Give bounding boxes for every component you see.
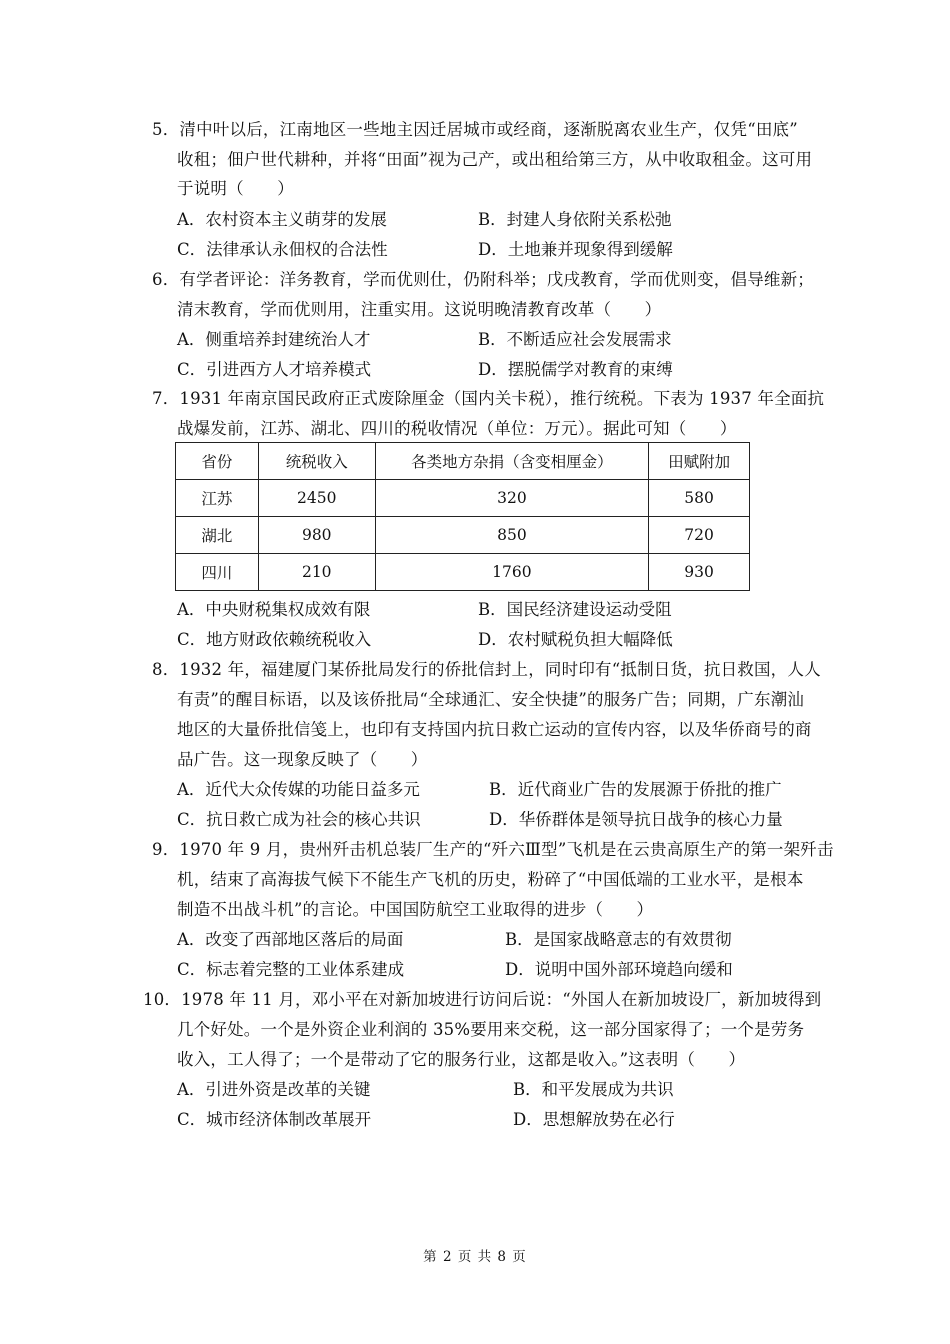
tax-table-cell: 湖北: [176, 517, 259, 554]
question-7-option-a[interactable]: A．中央财税集权成效有限: [177, 600, 371, 619]
tax-table-cell: 720: [649, 517, 750, 554]
question-5-option-d[interactable]: D．土地兼并现象得到缓解: [478, 240, 673, 259]
tax-table-row: [176, 517, 750, 554]
question-10-option-b[interactable]: B．和平发展成为共识: [513, 1080, 674, 1099]
question-6-line-1: 6．有学者评论：洋务教育，学而优则仕，仍附科举；戊戌教育，学而优则变，倡导维新；: [152, 270, 814, 289]
tax-table-cell: 850: [375, 517, 648, 554]
tax-table-cell: 2450: [258, 480, 375, 517]
question-8-option-b[interactable]: B．近代商业广告的发展源于侨批的推广: [489, 780, 782, 799]
question-9-line-3: 制造不出战斗机”的言论。中国国防航空工业取得的进步（ ）: [177, 900, 654, 919]
tax-table-row: [176, 554, 750, 591]
question-9-option-d[interactable]: D．说明中国外部环境趋向缓和: [505, 960, 733, 979]
question-5-line-2: 收租；佃户世代耕种，并将“田面”视为己产，或出租给第三方，从中收取租金。这可用: [177, 150, 813, 169]
question-6-option-c[interactable]: C．引进西方人才培养模式: [177, 360, 372, 379]
tax-table-cell: 980: [258, 517, 375, 554]
tax-table-header-row: [176, 443, 750, 480]
question-5-option-c[interactable]: C．法律承认永佃权的合法性: [177, 240, 388, 259]
question-6-option-d[interactable]: D．摆脱儒学对教育的束缚: [478, 360, 673, 379]
question-7-line-1: 7．1931 年南京国民政府正式废除厘金（国内关卡税），推行统税。下表为 1937 年全面抗: [152, 389, 825, 408]
question-7-option-b[interactable]: B．国民经济建设运动受阻: [478, 600, 672, 619]
tax-table-cell: 210: [258, 554, 375, 591]
tax-table-header: 田赋附加: [649, 443, 750, 480]
question-5-option-b[interactable]: B．封建人身依附关系松弛: [478, 210, 672, 229]
tax-table-header: 省份: [176, 443, 259, 480]
question-9-option-a[interactable]: A．改变了西部地区落后的局面: [177, 930, 404, 949]
question-6-option-b[interactable]: B．不断适应社会发展需求: [478, 330, 672, 349]
question-9-line-2: 机，结束了高海拔气候下不能生产飞机的历史，粉碎了“中国低端的工业水平，是根本: [177, 870, 804, 889]
question-7-line-2: 战爆发前，江苏、湖北、四川的税收情况（单位：万元）。据此可知（ ）: [177, 419, 737, 438]
question-10-line-3: 收入，工人得了；一个是带动了它的服务行业，这都是收入。”这表明（ ）: [177, 1050, 746, 1069]
page-footer: 第 2 页 共 8 页: [423, 1249, 527, 1265]
tax-table-header: 各类地方杂捐（含变相厘金）: [375, 443, 648, 480]
question-10-option-d[interactable]: D．思想解放势在必行: [513, 1110, 675, 1129]
question-9-line-1: 9．1970 年 9 月，贵州歼击机总装厂生产的“歼六Ⅲ型”飞机是在云贵高原生产的第一架歼击: [152, 840, 834, 859]
tax-table-cell: 580: [649, 480, 750, 517]
tax-table-cell: 930: [649, 554, 750, 591]
question-8-option-d[interactable]: D．华侨群体是领导抗日战争的核心力量: [489, 810, 783, 829]
question-8-line-4: 品广告。这一现象反映了（ ）: [177, 750, 428, 769]
question-8-option-a[interactable]: A．近代大众传媒的功能日益多元: [177, 780, 420, 799]
question-10-line-1: 10．1978 年 11 月，邓小平在对新加坡进行访问后说：“外国人在新加坡设厂，新加坡得到: [143, 990, 822, 1009]
question-9-option-c[interactable]: C．标志着完整的工业体系建成: [177, 960, 405, 979]
question-10-line-2: 几个好处。一个是外资企业利润的 35%要用来交税，这一部分国家得了；一个是劳务: [177, 1020, 805, 1039]
tax-table-cell: 四川: [176, 554, 259, 591]
question-5-line-1: 5．清中叶以后，江南地区一些地主因迁居城市或经商，逐渐脱离农业生产，仅凭“田底”: [152, 120, 798, 139]
question-8-line-2: 有责”的醒目标语，以及该侨批局“全球通汇、安全快捷”的服务广告；同期，广东潮汕: [177, 690, 805, 709]
question-5-line-3: 于说明（ ）: [177, 179, 294, 198]
question-8-line-1: 8．1932 年，福建厦门某侨批局发行的侨批信封上，同时印有“抵制日货，抗日救国，人人: [152, 660, 821, 679]
question-5-option-a[interactable]: A．农村资本主义萌芽的发展: [177, 210, 387, 229]
question-10-option-c[interactable]: C．城市经济体制改革展开: [177, 1110, 372, 1129]
question-7-option-d[interactable]: D．农村赋税负担大幅降低: [478, 630, 673, 649]
question-8-option-c[interactable]: C．抗日救亡成为社会的核心共识: [177, 810, 421, 829]
tax-table: [175, 442, 750, 591]
tax-table-row: [176, 480, 750, 517]
tax-table-cell: 1760: [375, 554, 648, 591]
question-8-line-3: 地区的大量侨批信笺上，也印有支持国内抗日救亡运动的宣传内容，以及华侨商号的商: [177, 720, 812, 739]
tax-table-cell: 江苏: [176, 480, 259, 517]
tax-table-header: 统税收入: [258, 443, 375, 480]
question-9-option-b[interactable]: B．是国家战略意志的有效贯彻: [505, 930, 732, 949]
question-6-option-a[interactable]: A．侧重培养封建统治人才: [177, 330, 371, 349]
question-6-line-2: 清末教育，学而优则用，注重实用。这说明晚清教育改革（ ）: [177, 300, 662, 319]
tax-table-cell: 320: [375, 480, 648, 517]
question-10-option-a[interactable]: A．引进外资是改革的关键: [177, 1080, 371, 1099]
question-7-option-c[interactable]: C．地方财政依赖统税收入: [177, 630, 372, 649]
